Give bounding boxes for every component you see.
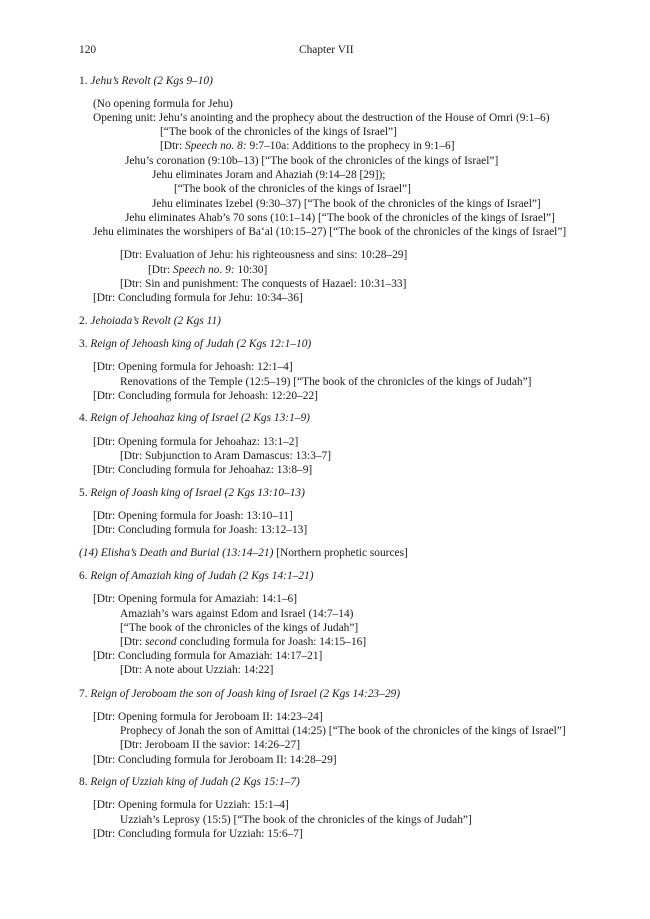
outline-line (120, 449, 331, 463)
line-segment: [Dtr: Subjunction to Aram Damascus: 13:3–7] (120, 450, 332, 462)
line-segment: concluding formula for Joash: 14:15–16] (176, 636, 367, 648)
outline-line (93, 710, 323, 724)
outline-line (93, 97, 233, 111)
outline-line (120, 635, 366, 649)
line-segment: Jehu’s Revolt (2 Kgs 9–10) (90, 75, 213, 87)
line-segment: [“The book of the chronicles of the kings of Judah”] (120, 622, 359, 634)
line-segment: Jehu eliminates Ahab’s 70 sons (10:1–14) [“The book of the chronicles of the kings of Israel”] (125, 212, 555, 224)
line-segment: [Dtr: (160, 140, 185, 152)
outline-line (93, 389, 318, 403)
outline-line (120, 277, 406, 291)
outline-line (125, 211, 555, 225)
outline-line (160, 125, 397, 139)
line-segment: 7. (79, 688, 91, 700)
line-segment: [Dtr: Opening formula for Amaziah: 14:1–6] (93, 593, 298, 605)
line-segment: 10:30] (234, 264, 268, 276)
line-segment: 5. (79, 487, 91, 499)
section-heading (79, 74, 213, 88)
line-segment: [Dtr: (120, 636, 145, 648)
outline-line (120, 813, 472, 827)
section-heading (79, 337, 311, 351)
line-segment: Amaziah’s wars against Edom and Israel (14:7–14) (120, 608, 354, 620)
running-head: Chapter VII (299, 44, 354, 56)
outline-line (120, 375, 531, 389)
line-segment: [Dtr: Opening formula for Jehoash: 12:1–4] (93, 361, 293, 373)
line-segment: [Dtr: Opening formula for Jeroboam II: 14:23–24] (93, 711, 323, 723)
outline-line (93, 111, 549, 125)
line-segment: Jehu eliminates Joram and Ahaziah (9:14–28 [29]); (152, 169, 386, 181)
line-segment: [Dtr: Sin and punishment: The conquests of Hazael: 10:31–33] (120, 278, 407, 290)
outline-line (120, 607, 353, 621)
outline-line (93, 592, 297, 606)
line-segment: Uzziah’s Leprosy (15:5) [“The book of the chronicles of the kings of Judah”] (120, 814, 472, 826)
line-segment: Reign of Jehoash king of Judah (2 Kgs 12:1–10) (90, 338, 312, 350)
outline-line (93, 509, 293, 523)
section-heading (79, 314, 221, 328)
line-segment: Speech no. 9: (173, 264, 235, 276)
outline-line (93, 827, 303, 841)
page-number: 120 (79, 44, 97, 56)
outline-line (93, 798, 289, 812)
outline-line (174, 182, 411, 196)
section-heading (79, 569, 314, 583)
line-segment: Reign of Jeroboam the son of Joash king of Israel (2 Kgs 14:23–29) (90, 688, 401, 700)
line-segment: [“The book of the chronicles of the kings of Israel”] (160, 126, 397, 138)
line-segment: [Dtr: Jeroboam II the savior: 14:26–27] (120, 739, 300, 751)
section-heading (79, 486, 305, 500)
line-segment: [Dtr: Concluding formula for Jehu: 10:34–36] (93, 292, 303, 304)
section-heading (79, 411, 310, 425)
line-segment: [Dtr: Opening formula for Uzziah: 15:1–4] (93, 799, 289, 811)
line-segment: [Dtr: (148, 264, 173, 276)
line-segment: [Dtr: A note about Uzziah: 14:22] (120, 664, 274, 676)
section-heading (79, 546, 408, 560)
line-segment: 3. (79, 338, 91, 350)
line-segment: [Dtr: Evaluation of Jehu: his righteousness and sins: 10:28–29] (120, 249, 408, 261)
outline-line (120, 724, 566, 738)
line-segment: 9:7–10a: Additions to the prophecy in 9:1–6] (246, 140, 455, 152)
line-segment: Jehu’s coronation (9:10b–13) [“The book of the chronicles of the kings of Israel”] (125, 155, 499, 167)
line-segment: (14) Elisha’s Death and Burial (13:14–21) (79, 547, 274, 559)
outline-line (152, 197, 541, 211)
outline-line (120, 621, 358, 635)
section-heading (79, 775, 300, 789)
line-segment: Jehu eliminates Izebel (9:30–37) [“The book of the chronicles of the kings of Israel”] (152, 198, 541, 210)
outline-line (125, 154, 498, 168)
section-heading (79, 687, 400, 701)
line-segment: Reign of Joash king of Israel (2 Kgs 13:10–13) (90, 487, 305, 499)
line-segment: Reign of Jehoahaz king of Israel (2 Kgs 13:1–9) (90, 412, 310, 424)
outline-line (93, 435, 298, 449)
line-segment: 6. (79, 570, 91, 582)
line-segment: Renovations of the Temple (12:5–19) [“The book of the chronicles of the kings of Judah”] (120, 376, 532, 388)
line-segment: Opening unit: Jehu’s anointing and the prophecy about the destruction of the House of Omri (9:1–6) (93, 112, 550, 124)
outline-line (93, 291, 303, 305)
line-segment: [Dtr: Concluding formula for Amaziah: 14:17–21] (93, 650, 323, 662)
line-segment: Reign of Uzziah king of Judah (2 Kgs 15:1–7) (90, 776, 300, 788)
outline-line (120, 248, 407, 262)
line-segment: [Dtr: Concluding formula for Joash: 13:12–13] (93, 524, 308, 536)
line-segment: [“The book of the chronicles of the kings of Israel”] (174, 183, 411, 195)
line-segment: [Dtr: Concluding formula for Uzziah: 15:6–7] (93, 828, 303, 840)
line-segment: second (145, 636, 177, 648)
outline-line (152, 168, 385, 182)
outline-line (93, 523, 307, 537)
line-segment: Speech no. 8: (185, 140, 247, 152)
outline-line (93, 649, 322, 663)
outline-line (93, 360, 293, 374)
line-segment: (No opening formula for Jehu) (93, 98, 233, 110)
line-segment: 2. (79, 315, 91, 327)
line-segment: Reign of Amaziah king of Judah (2 Kgs 14:1–21) (90, 570, 314, 582)
line-segment: [Dtr: Opening formula for Jehoahaz: 13:1–2] (93, 436, 299, 448)
line-segment: [Dtr: Concluding formula for Jehoahaz: 13:8–9] (93, 464, 313, 476)
outline-line (120, 663, 273, 677)
outline-line (93, 463, 312, 477)
outline-line (93, 225, 566, 239)
outline-line (120, 738, 300, 752)
line-segment: [Dtr: Opening formula for Joash: 13:10–11] (93, 510, 293, 522)
line-segment: 4. (79, 412, 91, 424)
outline-line (93, 753, 337, 767)
line-segment: [Dtr: Concluding formula for Jehoash: 12:20–22] (93, 390, 318, 402)
line-segment: 8. (79, 776, 91, 788)
line-segment: Prophecy of Jonah the son of Amittai (14:25) [“The book of the chronicles of the kings of Israel”] (120, 725, 566, 737)
outline-line (160, 139, 455, 153)
line-segment: [Northern prophetic sources] (273, 547, 408, 559)
line-segment: Jehu eliminates the worshipers of Ba‘al (10:15–27) [“The book of the chronicles of the kings of Israel”] (93, 226, 567, 238)
outline-line (148, 263, 267, 277)
line-segment: [Dtr: Concluding formula for Jeroboam II: 14:28–29] (93, 754, 337, 766)
line-segment: 1. (79, 75, 91, 87)
line-segment: Jehoiada’s Revolt (2 Kgs 11) (90, 315, 221, 327)
